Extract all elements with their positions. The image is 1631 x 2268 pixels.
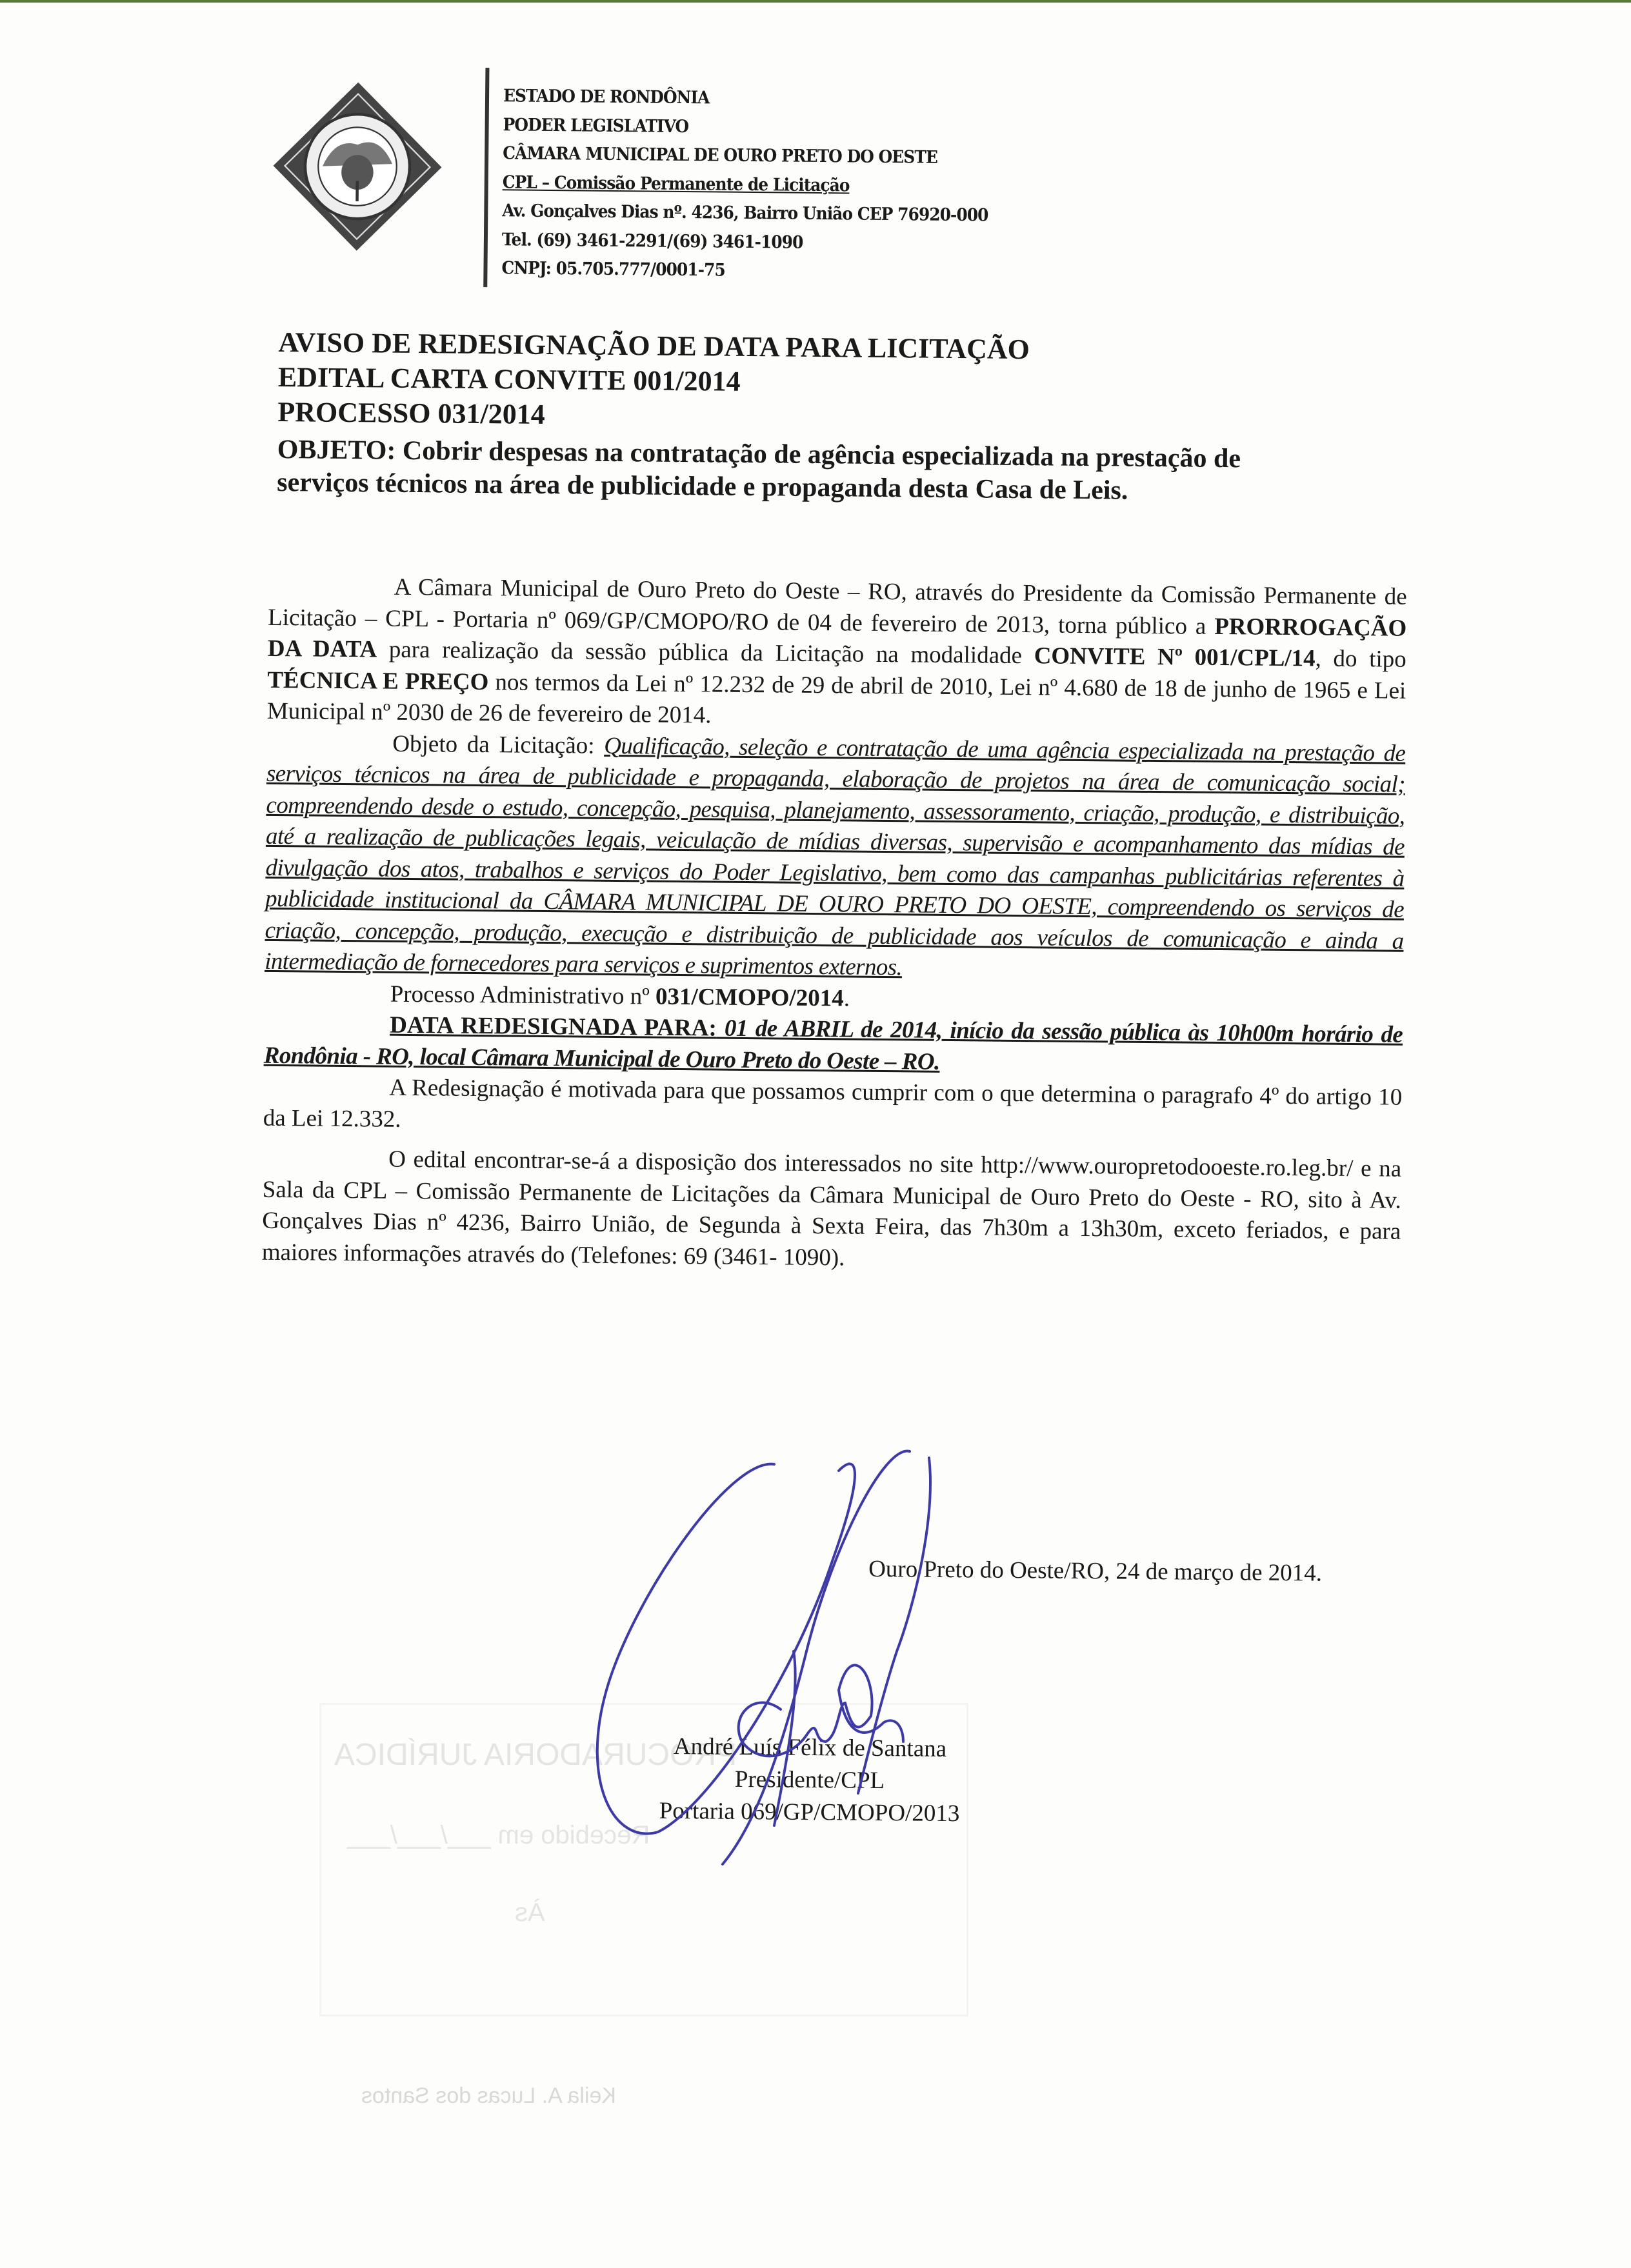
letterhead-phone: Tel. (69) 3461-2291/(69) 3461-1090 (502, 226, 988, 259)
signatory-portaria: Portaria 069/GP/CMOPO/2013 (628, 1795, 990, 1830)
processo-value: 031/CMOPO/2014 (655, 983, 844, 1011)
bleed-stamp-title: PROCURADORIA JURÍDICA (334, 1737, 737, 1773)
paragraph-motivation: A Redesignação é motivada para que possamos cumprir com o que determina o paragrafo 4º do artigo 10 da Lei 12.332. (263, 1071, 1403, 1145)
signatory-name: André Luís Félix de Santana (629, 1730, 990, 1766)
new-date-label: DATA REDESIGNADA PARA: (390, 1012, 717, 1042)
title-line-2: EDITAL CARTA CONVITE 001/2014 (278, 360, 1375, 405)
objeto-licitacao-label: Objeto da Licitação: (392, 730, 604, 759)
objeto-text: Cobrir despesas na contratação de agência especializada na prestação de serviços técnicos na área de publicidade e propaganda desta Casa de Leis. (277, 436, 1241, 506)
title-line-3: PROCESSO 031/2014 (277, 395, 1374, 440)
bleed-received: Recebido em ___/___/___ (347, 1821, 650, 1850)
p1-text: nos termos da Lei nº 12.232 de 29 de abril de 2010, Lei nº 4.680 de 18 de junho de 1965 e Lei Municipal nº 2030 de 26 de fevereiro de 2014. (267, 669, 1406, 729)
p1-bold-prorrogacao: PRORROGAÇÃO DA DATA (268, 613, 1407, 662)
p1-text: para realização da sessão pública da Licitação na modalidade (377, 636, 1034, 669)
p1-bold-tipo: TÉCNICA E PREÇO (267, 666, 488, 695)
processo-label: Processo Administrativo nº (390, 980, 656, 1010)
title-line-1: AVISO DE REDESIGNAÇÃO DE DATA PARA LICITAÇÃO (278, 325, 1375, 370)
signatory-role: Presidente/CPL (629, 1762, 990, 1798)
processo-end: . (844, 985, 850, 1011)
bleed-person: Keila A. Lucas dos Santos (361, 2084, 616, 2109)
letterhead-commission: CPL – Comissão Permanente de Licitação (503, 168, 989, 202)
letterhead-state: ESTADO DE RONDÔNIA (503, 82, 990, 115)
letterhead-chamber: CÂMARA MUNICIPAL DE OURO PRETO DO OESTE (503, 139, 989, 173)
objeto-licitacao-text: Qualificação, seleção e contratação de uma agência especializada na prestação de serviços técnicos na área de publicidade e propaganda, elaboração de projetos na área de comunicação social; compreendendo desde o estudo, concepção, pesquisa, planejamento, assessoramento, criação, produção, e distribuição, até a realização de publicações legais, veiculação de mídias diversas, supervisão e acompanhamento das mídias de divulgação dos atos, trabalhos e serviços do Poder Legislativo, bem como das campanhas publicitárias referentes à publicidade institucional da CÂMARA MUNICIPAL DE OURO PRETO DO OESTE, compreendendo os serviços de criação, concepção, produção, execução e distribuição de publicidade aos veículos de comunicação e ainda a intermediação de fornecedores para serviços e suprimentos externos. (265, 732, 1406, 980)
p1-bold-convite: CONVITE Nº 001/CPL/14 (1034, 642, 1315, 671)
letterhead-address: Av. Gonçalves Dias nº. 4236, Bairro União CEP 76920-000 (502, 197, 988, 230)
objeto-label: OBJETO: (277, 435, 396, 466)
new-date-text: 01 de ABRIL de 2014, início da sessão pública às 10h00m horário de Rondônia - RO, local Câmara Municipal de Ouro Preto do Oeste – RO. (264, 1015, 1403, 1075)
place-and-date: Ouro Preto do Oeste/RO, 24 de março de 2014. (868, 1555, 1322, 1587)
p1-text: A Câmara Municipal de Ouro Preto do Oeste – RO, através do Presidente da Comissão Permanente de Licitação – CPL - Portaria nº 069/GP/CMOPO/RO de 04 de fevereiro de 2013, torna público a (268, 574, 1407, 640)
bleed-at: Às (515, 1898, 545, 1927)
p1-text: , do tipo (1315, 645, 1406, 672)
letterhead-power: PODER LEGISLATIVO (503, 111, 989, 144)
paragraph-edital-availability: O edital encontrar-se-á a disposição dos interessados no site http://www.ouropretodooeste.ro.leg.br/ e na Sala da CPL – Comissão Permanente de Licitações da Câmara Municipal de Ouro Preto do Oeste - RO, sito à Av. Gonçalves Dias nº 4236, Bairro União, de Segunda à Sexta Feira, das 7h30m a 13h30m, exceto feriados, e para maiores informações através do (Telefones: 69 (3461- 1090). (262, 1143, 1402, 1279)
letterhead-cnpj: CNPJ: 05.705.777/0001-75 (501, 254, 988, 288)
